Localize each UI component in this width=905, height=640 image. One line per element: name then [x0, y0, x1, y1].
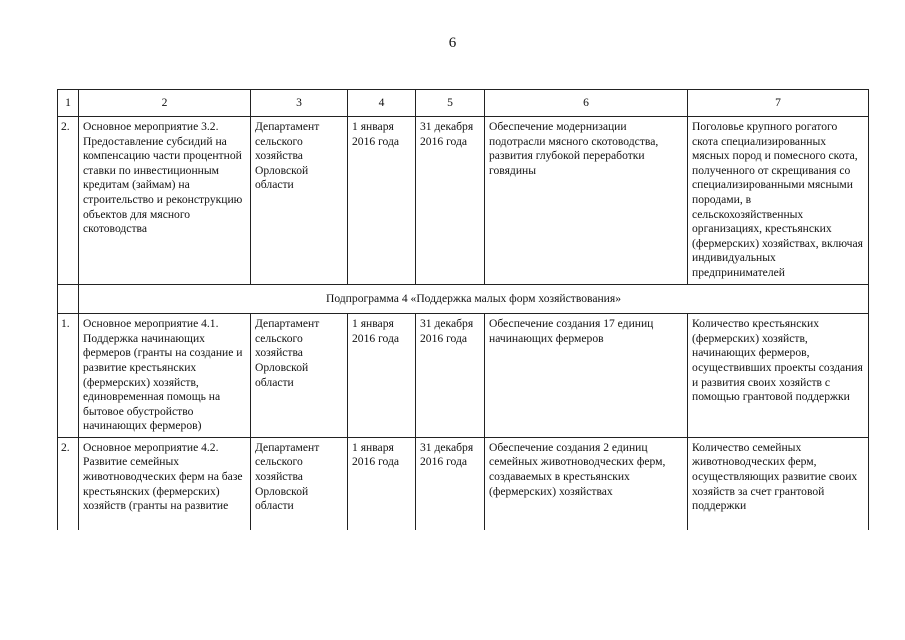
- activity-cell: Основное мероприятие 4.1. Поддержка начинающих фермеров (гранты на создание и развитие крестьянских (фермерских) хозяйств, единовременная помощь на бытовое обустройство начинающих фермеров): [79, 314, 251, 438]
- subprogram-empty-cell: [58, 284, 79, 314]
- program-table: [57, 89, 869, 530]
- header-cell: 7: [688, 90, 869, 117]
- activity-cell: Основное мероприятие 4.2. Развитие семейных животноводческих ферм на базе крестьянских (фермерских) хозяйств (гранты на развитие: [79, 437, 251, 530]
- header-cell: 1: [58, 90, 79, 117]
- end-date-cell: 31 декабря 2016 года: [416, 437, 485, 530]
- indicator-cell: Количество семейных животноводческих ферм, осуществляющих развитие своих хозяйств за счет грантовой поддержки: [688, 437, 869, 530]
- start-date-cell: 1 января 2016 года: [348, 314, 416, 438]
- row-number: 2.: [58, 437, 79, 530]
- header-row: [58, 90, 869, 117]
- start-date-cell: 1 января 2016 года: [348, 437, 416, 530]
- executor-cell: Департамент сельского хозяйства Орловской области: [251, 117, 348, 285]
- row-number: 2.: [58, 117, 79, 285]
- indicator-cell: Поголовье крупного рогатого скота специализированных мясных пород и помесного скота, полученного от скрещивания со специализированными мясными породами, в сельскохозяйственных организациях, крестьянских (фермерских) хозяйствах, включая индивидуальных предпринимателей: [688, 117, 869, 285]
- result-cell: Обеспечение создания 17 единиц начинающих фермеров: [485, 314, 688, 438]
- page-number: 6: [448, 35, 457, 51]
- table-row: [58, 314, 869, 438]
- header-cell: 6: [485, 90, 688, 117]
- subprogram-row: [58, 284, 869, 314]
- header-cell: 5: [416, 90, 485, 117]
- result-cell: Обеспечение создания 2 единиц семейных животноводческих ферм, создаваемых в крестьянских (фермерских) хозяйствах: [485, 437, 688, 530]
- result-cell: Обеспечение модернизации подотрасли мясного скотоводства, развития глубокой переработки говядины: [485, 117, 688, 285]
- end-date-cell: 31 декабря 2016 года: [416, 117, 485, 285]
- header-cell: 3: [251, 90, 348, 117]
- subprogram-title: Подпрограмма 4 «Поддержка малых форм хозяйствования»: [79, 284, 869, 314]
- table-row: [58, 437, 869, 530]
- row-number: 1.: [58, 314, 79, 438]
- executor-cell: Департамент сельского хозяйства Орловской области: [251, 437, 348, 530]
- executor-cell: Департамент сельского хозяйства Орловской области: [251, 314, 348, 438]
- table-row: [58, 117, 869, 285]
- header-cell: 2: [79, 90, 251, 117]
- end-date-cell: 31 декабря 2016 года: [416, 314, 485, 438]
- header-cell: 4: [348, 90, 416, 117]
- indicator-cell: Количество крестьянских (фермерских) хозяйств, начинающих фермеров, осуществивших проекты создания и развития своих хозяйств с помощью грантовой поддержки: [688, 314, 869, 438]
- activity-cell: Основное мероприятие 3.2. Предоставление субсидий на компенсацию части процентной ставки по инвестиционным кредитам (займам) на строительство и реконструкцию объектов для мясного скотоводства: [79, 117, 251, 285]
- start-date-cell: 1 января 2016 года: [348, 117, 416, 285]
